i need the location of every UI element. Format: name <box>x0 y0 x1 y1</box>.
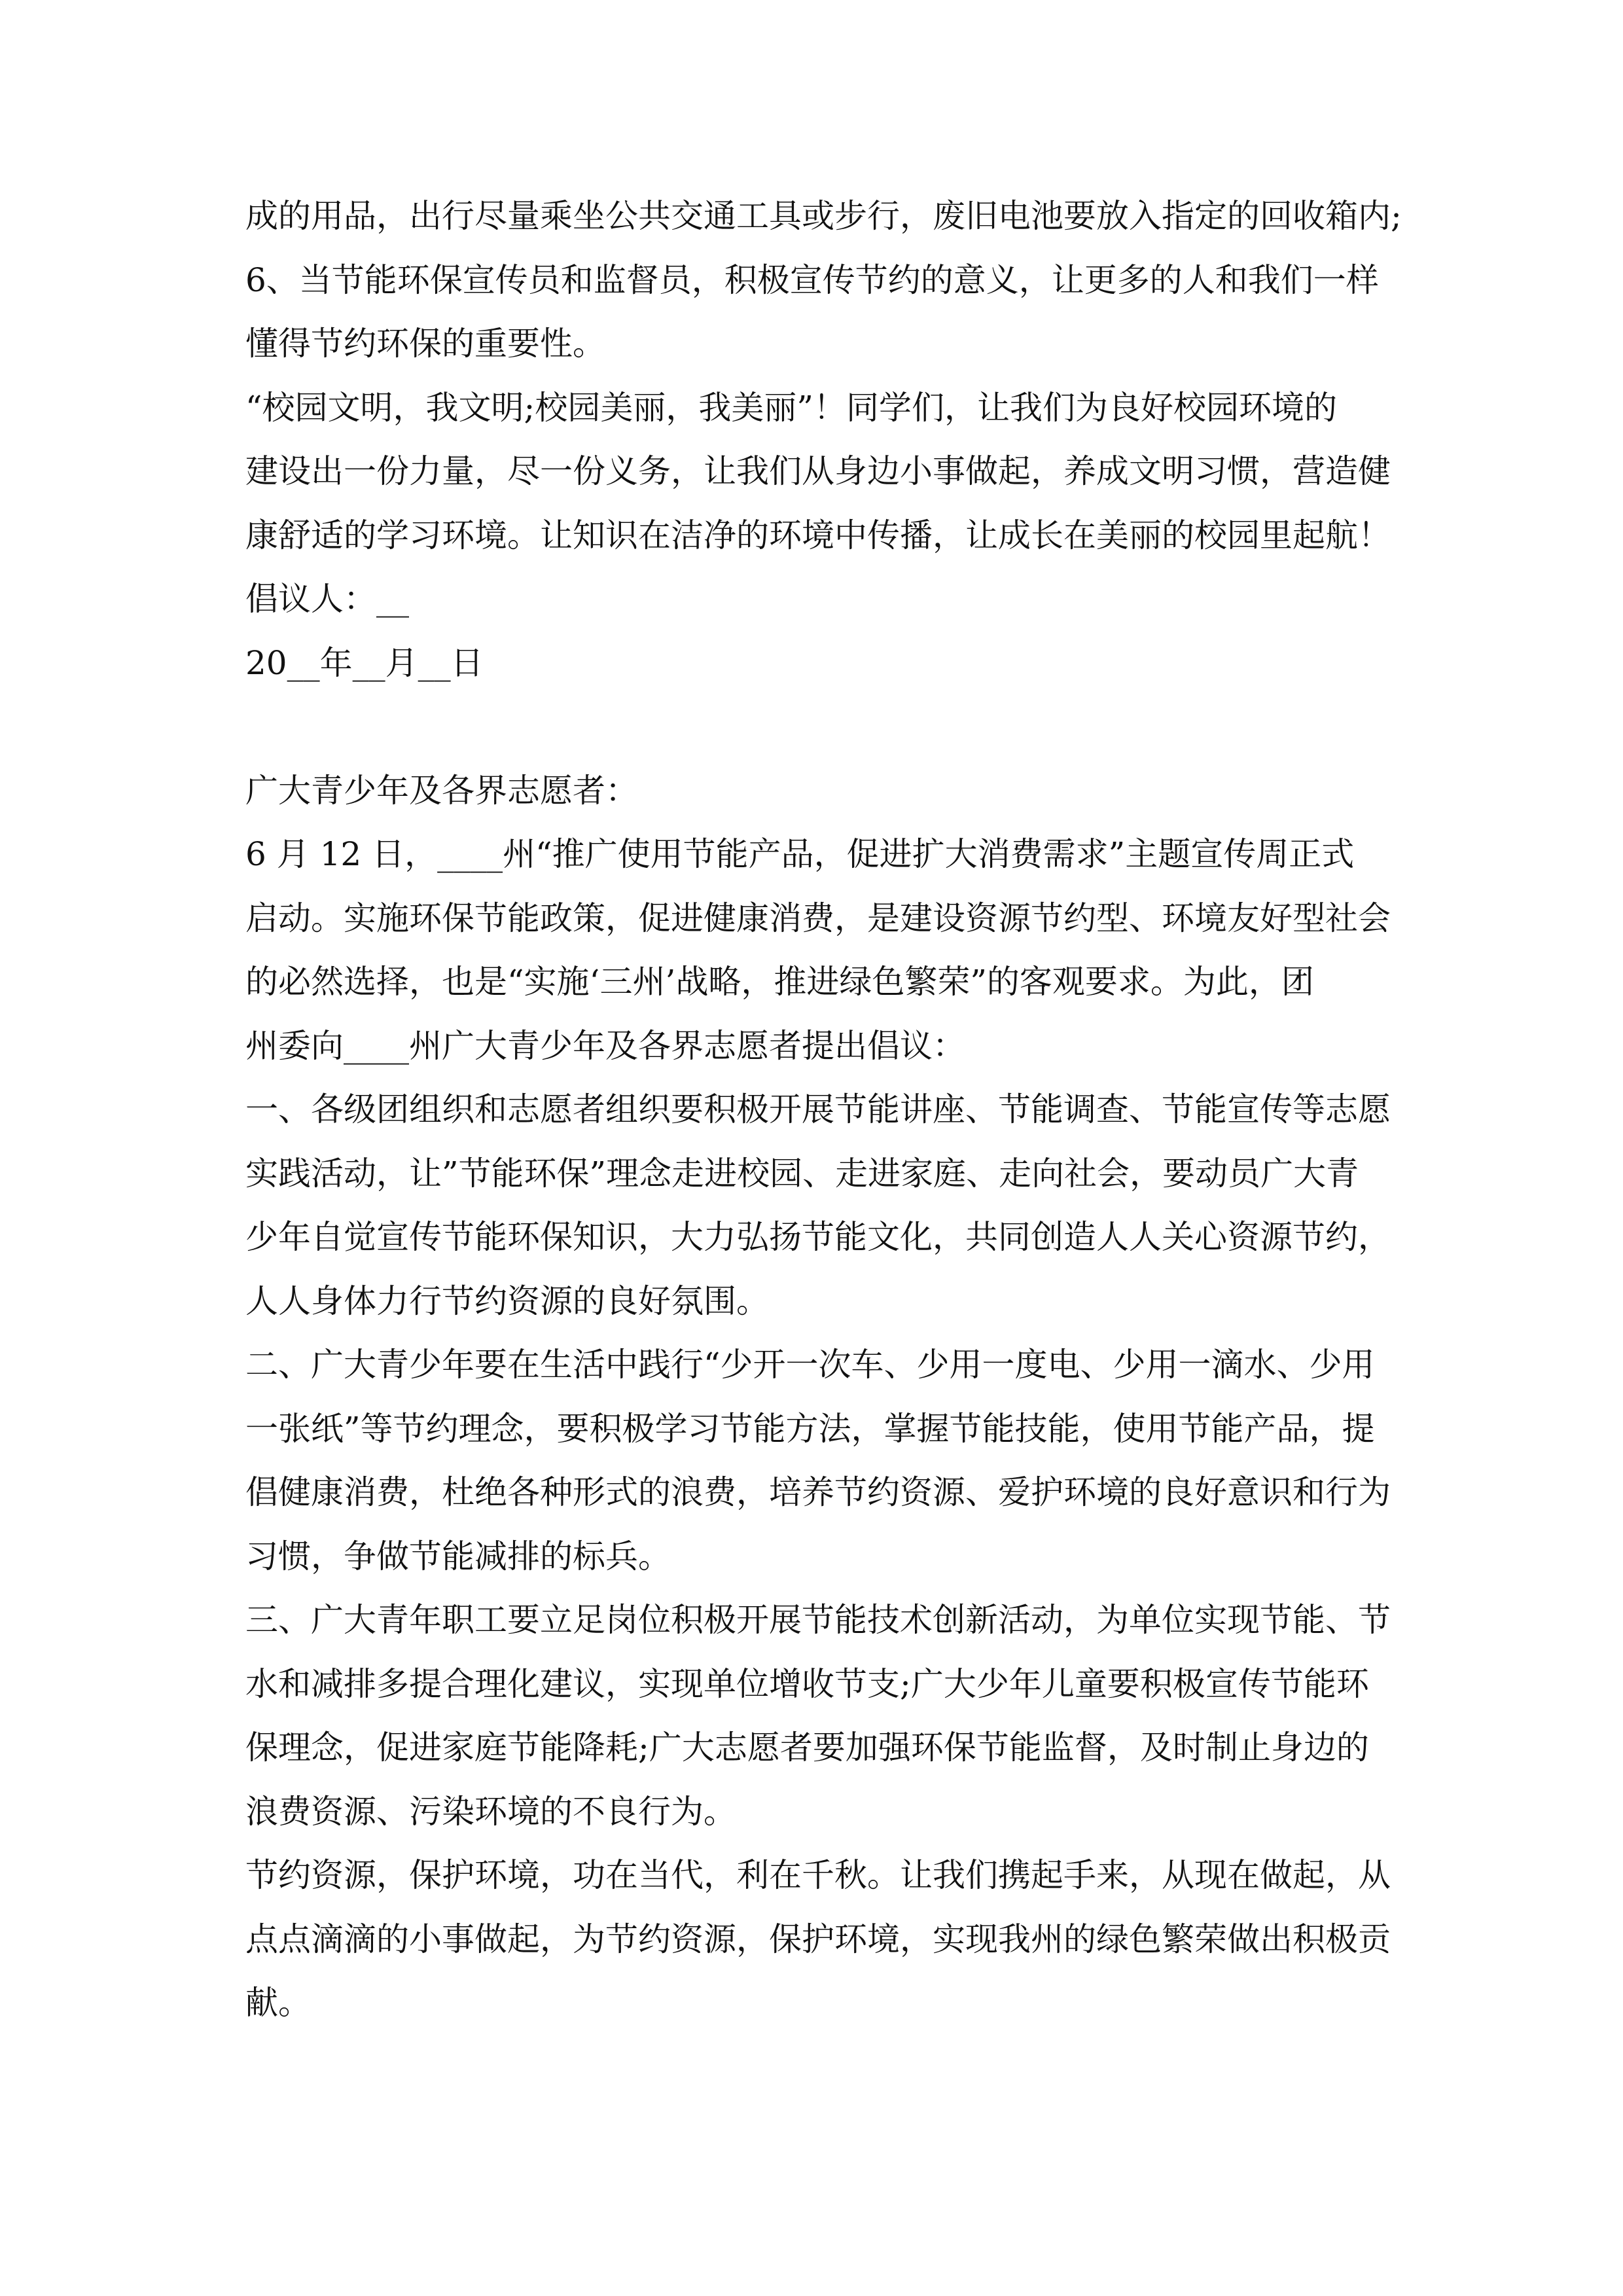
proposal-ending-section <box>245 185 1402 695</box>
text-line: 三、广大青年职工要立足岗位积极开展节能技术创新活动，为单位实现节能、节 <box>245 1601 1391 1639</box>
text-line: 浪费资源、污染环境的不良行为。 <box>245 1792 736 1831</box>
text-line: 实践活动，让”节能环保”理念走进校园、走进家庭、走向社会，要动员广大青 <box>245 1154 1359 1193</box>
energy-saving-proposal-section <box>245 759 1391 2036</box>
text-line: 倡健康消费，杜绝各种形式的浪费，培养节约资源、爱护环境的良好意识和行为 <box>245 1473 1391 1511</box>
text-line: 康舒适的学习环境。让知识在洁净的环境中传播，让成长在美丽的校园里起航！ <box>245 516 1391 554</box>
text-line: 点点滴滴的小事做起，为节约资源，保护环境，实现我州的绿色繁荣做出积极贡 <box>245 1920 1391 1958</box>
text-line: 一、各级团组织和志愿者组织要积极开展节能讲座、节能调查、节能宣传等志愿 <box>245 1090 1391 1128</box>
text-line: 成的用品，出行尽量乘坐公共交通工具或步行，废旧电池要放入指定的回收箱内; <box>245 197 1402 235</box>
text-line: 习惯，争做节能减排的标兵。 <box>245 1537 671 1575</box>
text-line: 州委向____州广大青少年及各界志愿者提出倡议： <box>245 1026 965 1065</box>
text-line: 水和减排多提合理化建议，实现单位增收节支;广大少年儿童要积极宣传节能环 <box>245 1664 1369 1703</box>
signature-line: 倡议人：__ <box>245 580 409 618</box>
text-line: 一张纸”等节约理念，要积极学习节能方法，掌握节能技能，使用节能产品，提 <box>245 1409 1375 1448</box>
text-line: 保理念，促进家庭节能降耗;广大志愿者要加强环保节能监督，及时制止身边的 <box>245 1729 1369 1767</box>
text-line: 少年自觉宣传节能环保知识，大力弘扬节能文化，共同创造人人关心资源节约， <box>245 1218 1391 1256</box>
text-line: 二、广大青少年要在生活中践行“少开一次车、少用一度电、少用一滴水、少用 <box>245 1346 1375 1384</box>
text-line: “校园文明，我文明;校园美丽，我美丽”！同学们，让我们为良好校园环境的 <box>245 388 1337 427</box>
text-line: 启动。实施环保节能政策，促进健康消费，是建设资源节约型、环境友好型社会 <box>245 899 1391 937</box>
text-line: 献。 <box>245 1984 311 2022</box>
document-body <box>245 185 1402 2036</box>
section-gap <box>245 695 1384 759</box>
text-line: 人人身体力行节约资源的良好氛围。 <box>245 1282 769 1320</box>
text-line: 6 月 12 日，____州“推广使用节能产品，促进扩大消费需求”主题宣传周正式 <box>245 835 1355 873</box>
text-line: 6、当节能环保宣传员和监督员，积极宣传节约的意义，让更多的人和我们一样 <box>245 260 1379 299</box>
salutation-line: 广大青少年及各界志愿者： <box>245 771 638 810</box>
text-line: 懂得节约环保的重要性。 <box>245 325 605 363</box>
text-line: 节约资源，保护环境，功在当代，利在千秋。让我们携起手来，从现在做起，从 <box>245 1856 1391 1894</box>
text-line: 的必然选择，也是“实施‘三州’战略，推进绿色繁荣”的客观要求。为此，团 <box>245 963 1314 1001</box>
date-line: 20__年__月__日 <box>245 643 484 682</box>
text-line: 建设出一份力量，尽一份义务，让我们从身边小事做起，养成文明习惯，营造健 <box>245 452 1391 490</box>
